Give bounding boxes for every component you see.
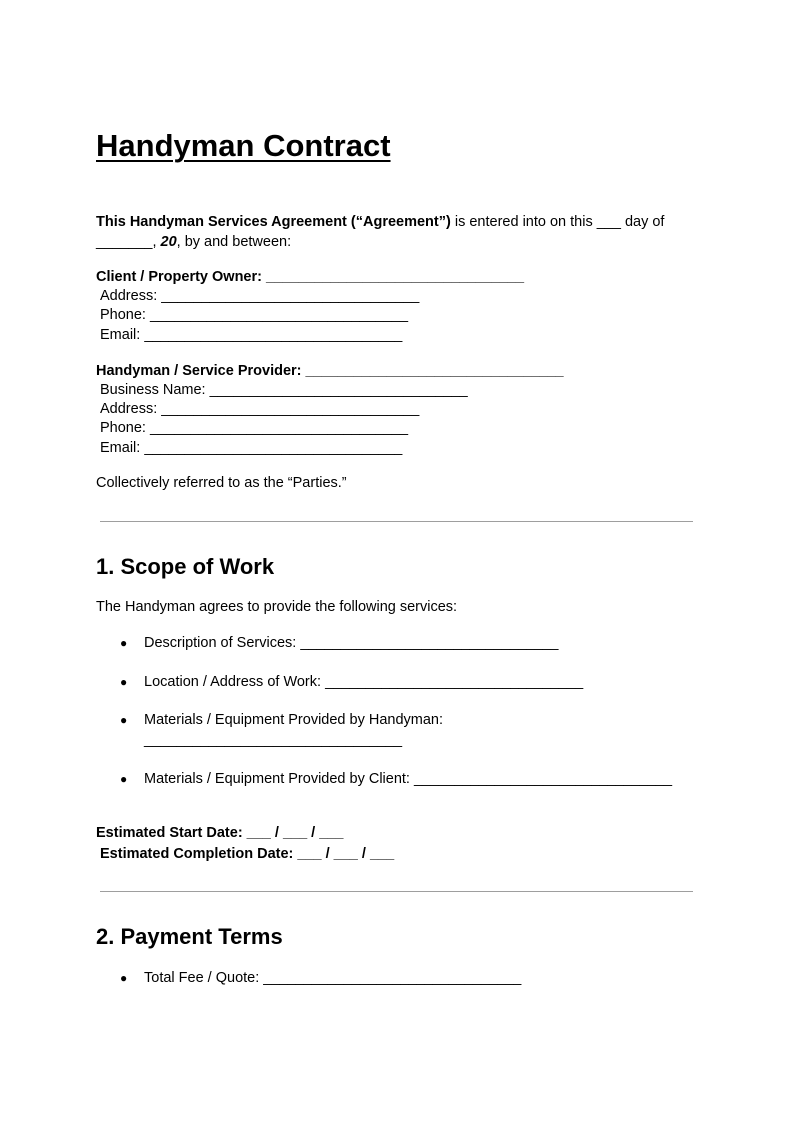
completion-date: Estimated Completion Date: ___ / ___ / ___: [100, 846, 395, 862]
list-item-continuation: ________________________________: [144, 732, 403, 748]
document-title: Handyman Contract: [96, 128, 391, 163]
bullet-icon: ●: [120, 971, 128, 985]
section-heading-scope: 1. Scope of Work: [96, 554, 275, 579]
provider-business-name: Business Name: ________________________________: [100, 382, 468, 398]
agreement-name: This Handyman Services Agreement (“Agreement”): [96, 214, 451, 230]
list-item: Materials / Equipment Provided by Client: ________________________________: [144, 771, 673, 787]
parties-note: Collectively referred to as the “Parties.”: [96, 475, 347, 491]
bullet-icon: ●: [120, 675, 128, 689]
list-item: Materials / Equipment Provided by Handyman:: [144, 712, 444, 728]
intro-line-2: [96, 233, 291, 252]
bullet-icon: ●: [120, 772, 128, 786]
provider-address: Address: ________________________________: [100, 401, 420, 417]
list-item: Description of Services: ________________________________: [144, 635, 559, 651]
year-prefix: 20: [160, 234, 177, 250]
provider-heading: Handyman / Service Provider: ________________________________: [96, 363, 564, 379]
scope-intro: The Handyman agrees to provide the following services:: [96, 599, 458, 615]
client-phone: Phone: ________________________________: [100, 307, 409, 323]
client-heading: Client / Property Owner: ________________________________: [96, 269, 525, 285]
intro-text-end: , by and between:: [176, 234, 292, 250]
list-item: Total Fee / Quote: ________________________________: [144, 970, 522, 986]
date-blank: _______,: [96, 234, 161, 250]
intro-line-1: [96, 213, 664, 232]
bullet-icon: ●: [120, 636, 128, 650]
bullet-icon: ●: [120, 713, 128, 727]
provider-phone: Phone: ________________________________: [100, 420, 409, 436]
section-divider: [100, 521, 693, 522]
client-address: Address: ________________________________: [100, 288, 420, 304]
start-date: Estimated Start Date: ___ / ___ / ___: [96, 825, 344, 841]
section-divider: [100, 891, 693, 892]
list-item: Location / Address of Work: ________________________________: [144, 674, 584, 690]
section-heading-payment: 2. Payment Terms: [96, 924, 283, 949]
client-email: Email: ________________________________: [100, 327, 403, 343]
intro-text: is entered into on this ___ day of: [450, 214, 665, 230]
provider-email: Email: ________________________________: [100, 440, 403, 456]
